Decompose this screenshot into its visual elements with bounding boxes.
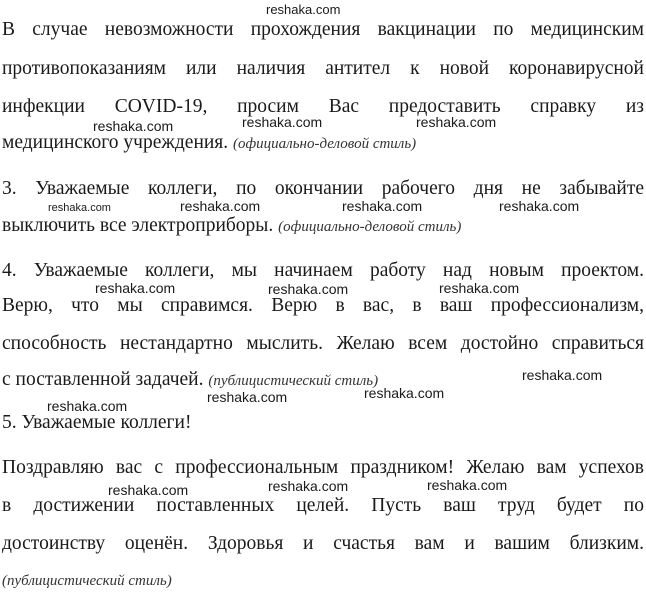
watermark: reshaka.com — [207, 389, 288, 405]
p1-line-2: противопоказаниям или наличия антител к новой коронавирусной — [2, 58, 644, 79]
watermark: reshaka.com — [95, 280, 176, 296]
p5-line-1: Поздравляю вас с профессиональным праздником! Желаю вам успехов — [2, 457, 644, 478]
p1-line-3: инфекции COVID-19, просим Вас предоставить справку из — [2, 96, 644, 117]
watermark: reshaka.com — [268, 478, 349, 494]
watermark: reshaka.com — [108, 482, 189, 498]
watermark: reshaka.com — [522, 367, 603, 383]
watermark: reshaka.com — [266, 2, 341, 17]
p5-heading: 5. Уважаемые коллеги! — [2, 412, 192, 433]
watermark: reshaka.com — [47, 398, 128, 414]
p5-line-4 — [2, 568, 644, 593]
watermark: reshaka.com — [342, 198, 423, 214]
p4-line-4-text: с поставленной задачей. — [2, 369, 204, 390]
p1-line-4 — [2, 131, 644, 156]
p5-style-note: (публицистический стиль) — [2, 573, 172, 589]
p4-line-3: способность нестандартно мыслить. Желаю всем достойно справиться — [2, 333, 644, 354]
p3-line-2-text: выключить все электроприборы. — [2, 215, 274, 236]
p3-line-1: 3. Уважаемые коллеги, по окончании рабочего дня не забывайте — [2, 178, 644, 199]
p3-line-2 — [2, 214, 644, 239]
watermark: reshaka.com — [427, 477, 508, 493]
p4-line-1: 4. Уважаемые коллеги, мы начинаем работу над новым проектом. — [2, 260, 644, 281]
watermark: reshaka.com — [416, 114, 497, 130]
p5-line-3: достоинству оценён. Здоровья и счастья вам и вашим близким. — [2, 533, 644, 554]
p1-line-4-text: медицинского учреждения. — [2, 132, 229, 153]
watermark: reshaka.com — [180, 198, 261, 214]
watermark: reshaka.com — [242, 114, 323, 130]
watermark: reshaka.com — [93, 118, 174, 134]
watermark: reshaka.com — [268, 281, 349, 297]
watermark: reshaka.com — [499, 198, 580, 214]
p5-line-2: в достижении поставленных целей. Пусть ваш труд будет по — [2, 495, 644, 516]
p3-style-note: (официально-деловой стиль) — [278, 219, 462, 235]
p1-style-note: (официально-деловой стиль) — [233, 136, 417, 152]
watermark: reshaka.com — [439, 280, 520, 296]
watermark: reshaka.com — [48, 202, 111, 214]
p4-style-note: (публицистический стиль) — [208, 373, 379, 389]
p4-line-2: Верю, что мы справимся. Верю в вас, в ваш профессионализм, — [2, 295, 644, 316]
watermark: reshaka.com — [364, 385, 445, 401]
p1-line-1: В случае невозможности прохождения вакцинации по медицинским — [2, 19, 644, 40]
